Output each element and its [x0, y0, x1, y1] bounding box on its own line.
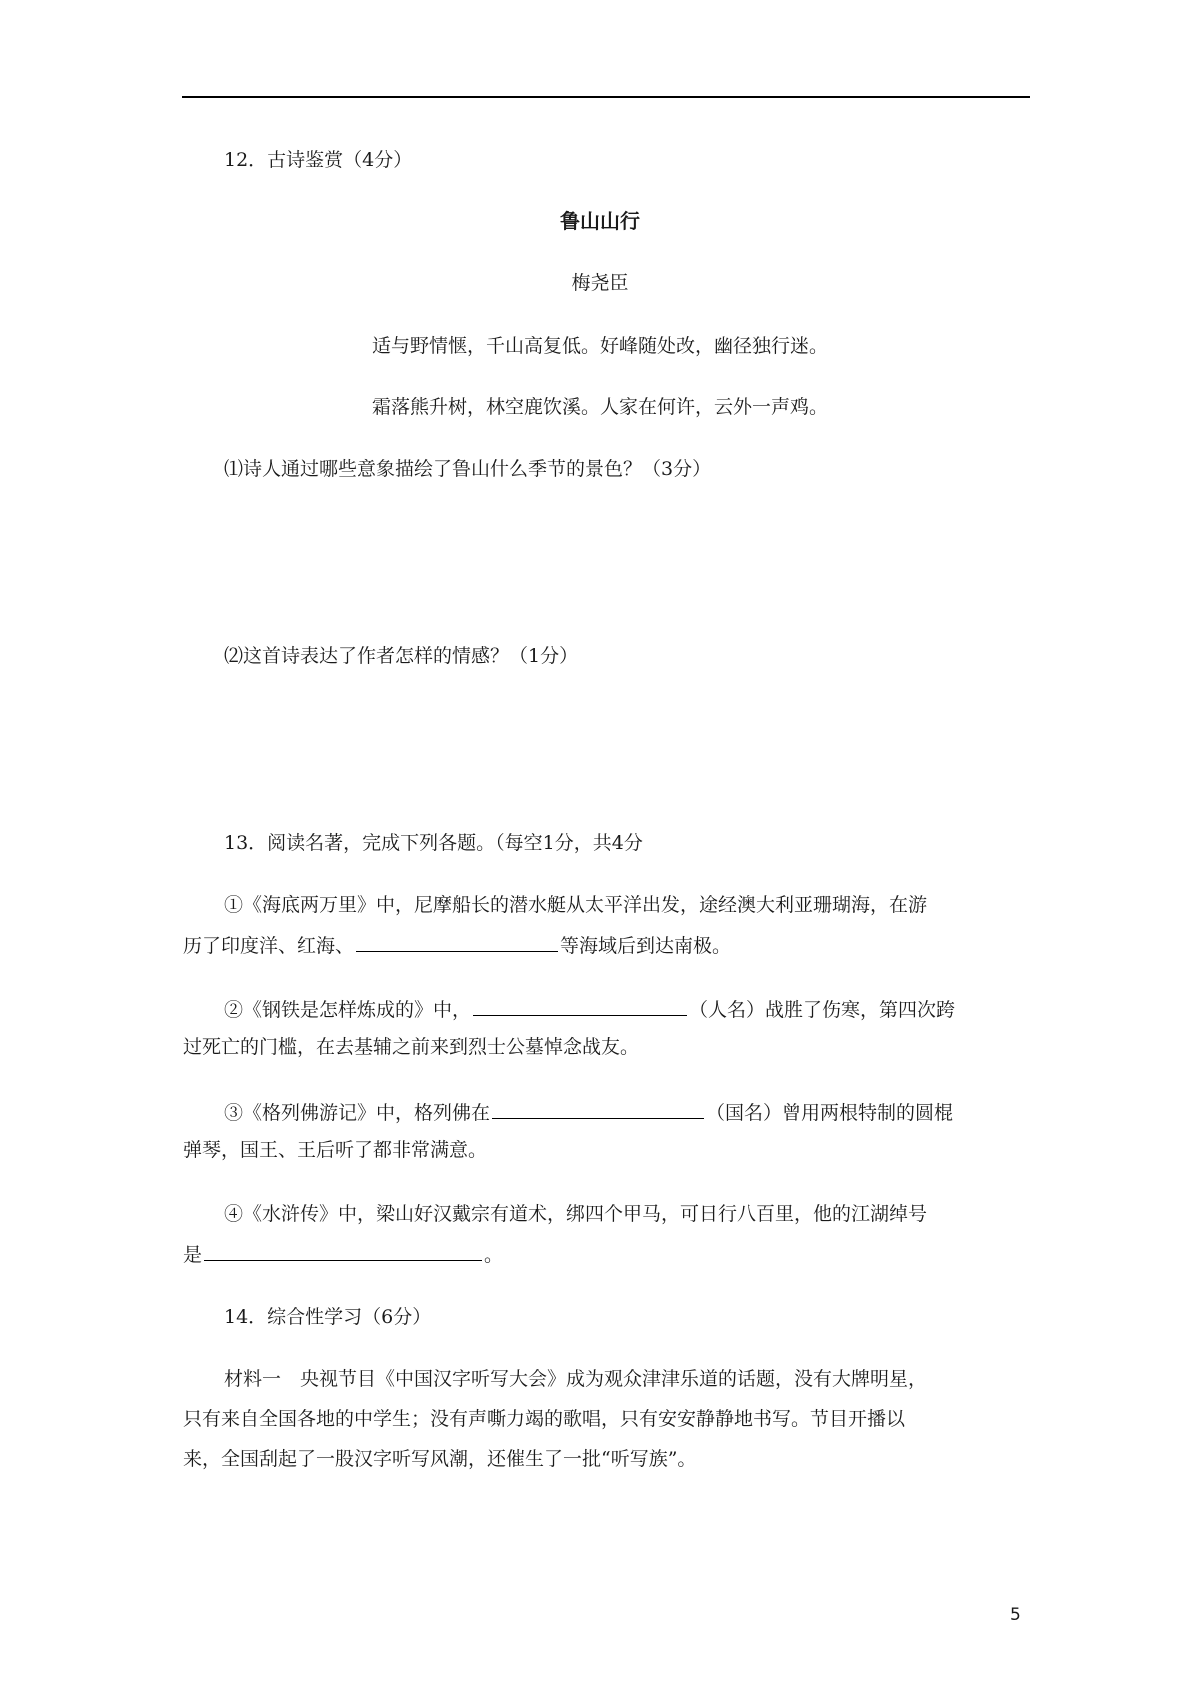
header-rule [182, 96, 1030, 98]
q13-item-3-text-after: （国名）曾用两根特制的圆棍 [706, 1102, 954, 1124]
q13-item-2-text-after: （人名）战胜了伤寒，第四次跨 [689, 999, 956, 1021]
q12-sub-question-1: ⑴诗人通过哪些意象描绘了鲁山什么季节的景色？（3分） [224, 458, 712, 480]
q13-item-3-text-before: ③《格列佛游记》中，格列佛在 [224, 1102, 491, 1124]
q13-item-2-text-before: ②《钢铁是怎样炼成的》中， [224, 999, 472, 1021]
q12-sub-question-2: ⑵这首诗表达了作者怎样的情感？（1分） [224, 645, 579, 667]
q13-item-4-line-1: ④《水浒传》中，梁山好汉戴宗有道术，绑四个甲马，可日行八百里，他的江湖绰号 [224, 1203, 928, 1225]
q13-item-4-text-before: 是 [183, 1244, 203, 1266]
q13-item-2-line-1 [224, 995, 955, 1023]
q14-material-1-line-1: 材料一 央视节目《中国汉字听写大会》成为观众津津乐道的话题，没有大牌明星， [224, 1368, 928, 1390]
answer-blank-4[interactable] [204, 1240, 482, 1261]
q13-item-4-text-after: 。 [484, 1244, 504, 1266]
page-number: 5 [1010, 1605, 1021, 1625]
q13-item-1-line-2 [183, 931, 731, 959]
q13-item-1-text-after: 等海域后到达南极。 [560, 935, 732, 957]
q13-item-3-line-2: 弹琴，国王、王后听了都非常满意。 [183, 1139, 488, 1161]
q13-item-3-line-1 [224, 1098, 953, 1126]
poem-title: 鲁山山行 [560, 209, 640, 233]
answer-blank-3[interactable] [492, 1098, 704, 1119]
q13-heading: 13．阅读名著，完成下列各题。（每空1分，共4分 [224, 832, 643, 854]
q14-material-1-line-2: 只有来自全国各地的中学生；没有声嘶力竭的歌唱，只有安安静静地书写。节目开播以 [183, 1408, 906, 1430]
q13-item-1-text-before: 历了印度洋、红海、 [183, 935, 355, 957]
q13-item-2-line-2: 过死亡的门槛，在去基辅之前来到烈士公墓悼念战友。 [183, 1036, 640, 1058]
answer-blank-2[interactable] [473, 995, 687, 1016]
poem-line-2: 霜落熊升树，林空鹿饮溪。人家在何许，云外一声鸡。 [371, 396, 828, 418]
poem-line-1: 适与野情惬，千山高复低。好峰随处改，幽径独行迷。 [371, 335, 828, 357]
q13-item-1-line-1: ①《海底两万里》中，尼摩船长的潜水艇从太平洋出发，途经澳大利亚珊瑚海，在游 [224, 894, 928, 916]
answer-blank-1[interactable] [356, 931, 558, 952]
q14-material-1-line-3: 来，全国刮起了一股汉字听写风潮，还催生了一批“听写族”。 [183, 1448, 697, 1470]
poem-author: 梅尧臣 [571, 272, 629, 294]
q12-heading: 12．古诗鉴赏（4分） [224, 149, 413, 171]
q13-item-4-line-2 [183, 1240, 503, 1268]
q14-heading: 14．综合性学习（6分） [224, 1306, 432, 1328]
